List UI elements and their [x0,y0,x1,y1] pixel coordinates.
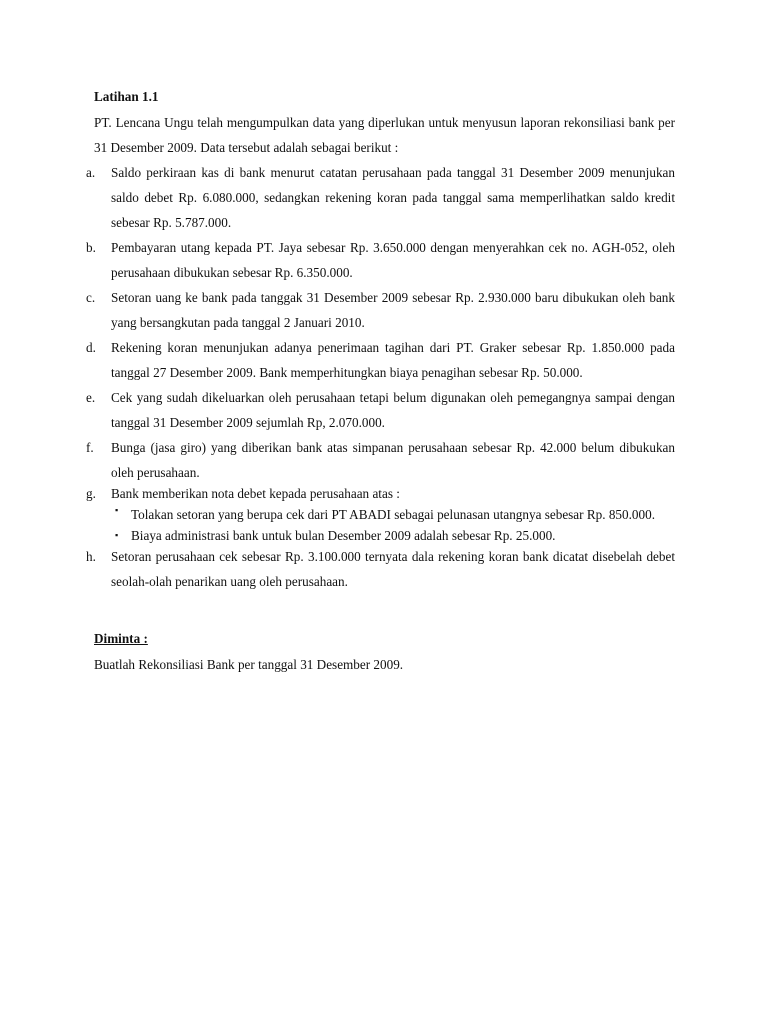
square-bullet-icon: ▪ [115,530,119,540]
list-item-text: Rekening koran menunjukan adanya penerimaan tagihan dari PT. Graker sebesar Rp. 1.850.000 pada tanggal 27 Desember 2009. Bank memperhitungkan biaya penagihan sebesar Rp. 50.000. [111,340,675,380]
list-marker: e. [86,390,96,405]
list-item-text: Saldo perkiraan kas di bank menurut catatan perusahaan pada tanggal 31 Desember 2009 menunjukan saldo debet Rp. 6.080.000, sedangkan rekening koran pada tanggal sama memperlihatkan saldo kredit sebesar Rp. 5.787.000. [111,165,675,230]
document-title: Latihan 1.1 [94,89,159,104]
instruction-text: Buatlah Rekonsiliasi Bank per tanggal 31 Desember 2009. [94,657,404,672]
sub-list-item-text: Biaya administrasi bank untuk bulan Desember 2009 adalah sebesar Rp. 25.000. [131,528,556,543]
list-marker: d. [86,340,96,355]
diminta-heading: Diminta : [94,631,148,646]
list-item-text: Pembayaran utang kepada PT. Jaya sebesar Rp. 3.650.000 dengan menyerahkan cek no. AGH-052, oleh perusahaan dibukukan sebesar Rp. 6.350.000. [111,240,675,280]
list-item-text: Setoran uang ke bank pada tanggak 31 Desember 2009 sebesar Rp. 2.930.000 baru dibukukan oleh bank yang bersangkutan pada tanggal 2 Januari 2010. [111,290,675,330]
list-item-text: Cek yang sudah dikeluarkan oleh perusahaan tetapi belum digunakan oleh pemegangnya sampai dengan tanggal 31 Desember 2009 sejumlah Rp, 2.070.000. [111,390,675,430]
list-marker: a. [86,165,96,180]
list-item-h [86,544,675,594]
sub-list-item-text: Tolakan setoran yang berupa cek dari PT ABADI sebagai pelunasan utangnya sebesar Rp. 850.000. [131,507,655,522]
list-marker: g. [86,486,96,501]
list-marker: h. [86,549,96,564]
sub-list-item [111,527,675,544]
sub-list-item [111,502,675,527]
list-item-b [86,235,675,285]
list-item-f [86,435,675,485]
list-item-g [86,485,675,544]
list-item-e [86,385,675,435]
exercise-list [86,160,675,594]
list-marker: c. [86,290,96,305]
document-body [86,86,675,676]
list-marker: f. [86,440,94,455]
list-item-c [86,285,675,335]
square-bullet-icon: ▪ [115,505,119,515]
list-item-d [86,335,675,385]
list-item-text: Bunga (jasa giro) yang diberikan bank atas simpanan perusahaan sebesar Rp. 42.000 belum dibukukan oleh perusahaan. [111,440,675,480]
list-marker: b. [86,240,96,255]
list-item-text: Bank memberikan nota debet kepada perusahaan atas : [111,486,400,501]
intro-paragraph: PT. Lencana Ungu telah mengumpulkan data yang diperlukan untuk menyusun laporan rekonsiliasi bank per 31 Desember 2009. Data tersebut adalah sebagai berikut : [94,115,675,155]
sub-list [111,502,675,544]
list-item-text: Setoran perusahaan cek sebesar Rp. 3.100.000 ternyata dala rekening koran bank dicatat disebelah debet seolah-olah penarikan uang oleh perusahaan. [111,549,675,589]
list-item-a [86,160,675,235]
